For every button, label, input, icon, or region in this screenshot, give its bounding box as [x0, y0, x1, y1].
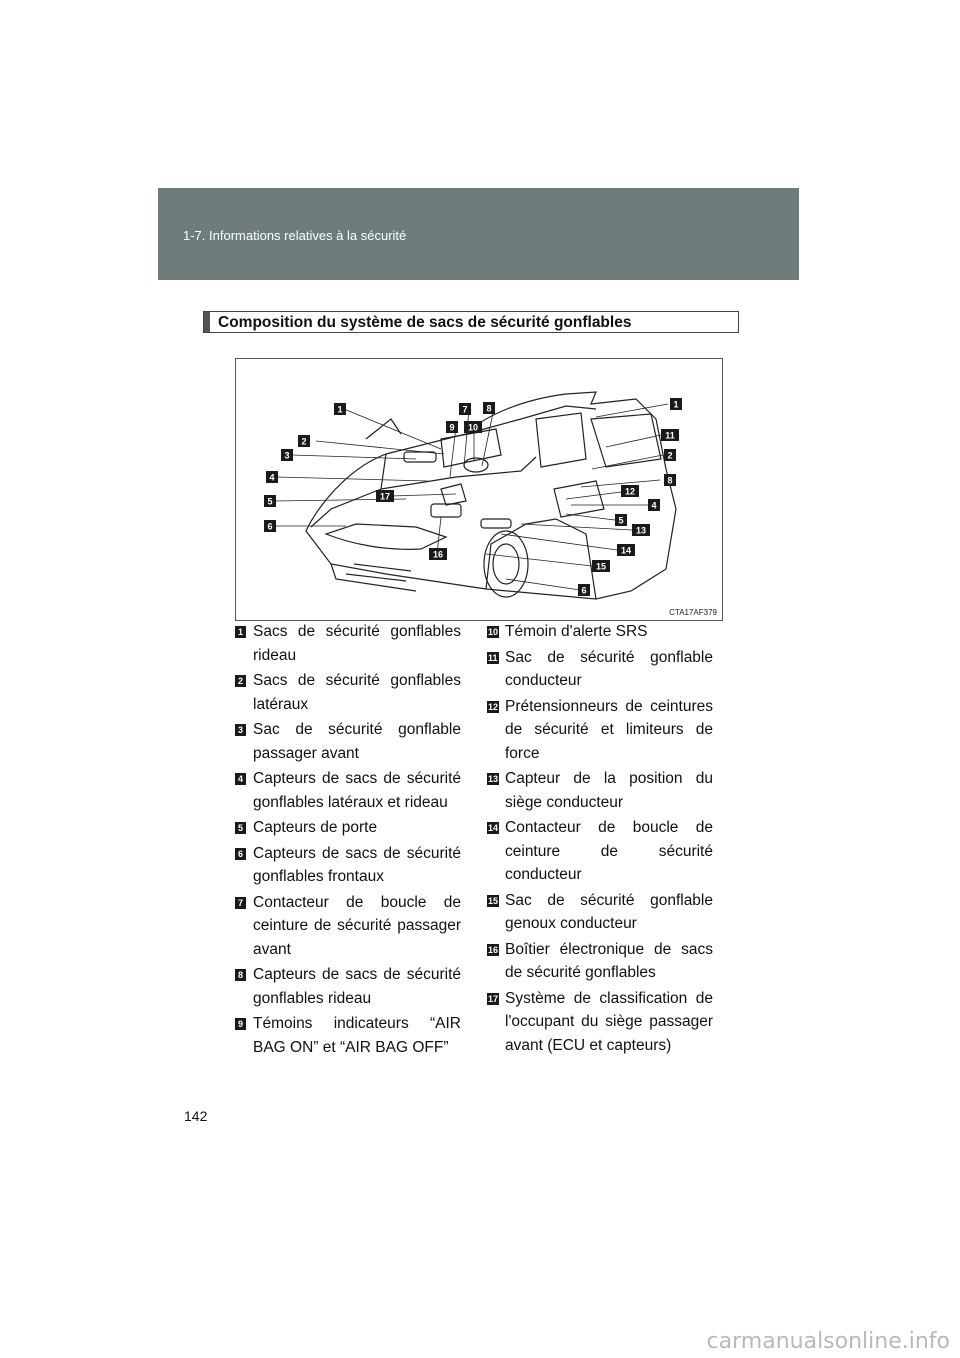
legend-item	[487, 695, 713, 766]
item-number-badge: 15	[488, 895, 499, 906]
callout-7	[459, 403, 471, 415]
item-number-badge: 8	[235, 969, 246, 981]
legend-item	[235, 842, 461, 889]
svg-text:5: 5	[618, 515, 624, 526]
legend-item	[235, 816, 461, 840]
callout-13	[632, 524, 650, 536]
svg-text:5: 5	[267, 496, 273, 507]
item-number-badge: 6	[235, 848, 246, 860]
item-text: Contacteur de boucle de ceinture de sécurité passager avant	[253, 893, 461, 958]
item-text: Boîtier électronique de sacs de sécurité gonflables	[505, 940, 713, 981]
watermark: carmanualsonline.info	[706, 1329, 950, 1354]
item-text: Prétensionneurs de ceintures de sécurité et limiteurs de force	[505, 697, 713, 762]
legend-item	[487, 889, 713, 936]
callout-8	[483, 402, 495, 414]
callout-9	[446, 421, 458, 433]
callout-1	[334, 403, 346, 415]
callout-4	[648, 499, 660, 511]
svg-text:2: 2	[667, 450, 673, 461]
item-text: Capteurs de sacs de sécurité gonflables latéraux et rideau	[253, 770, 461, 811]
item-text: Sac de sécurité gonflable conducteur	[505, 648, 713, 689]
callout-15	[592, 560, 610, 572]
svg-text:16: 16	[432, 549, 444, 560]
callout-5	[615, 514, 627, 526]
svg-text:15: 15	[595, 561, 607, 572]
callout-2	[298, 435, 310, 447]
callout-1	[670, 398, 682, 410]
item-text: Capteurs de porte	[253, 819, 378, 836]
item-number-badge: 13	[488, 774, 499, 784]
callout-markers	[264, 398, 682, 596]
svg-text:6: 6	[581, 585, 587, 596]
svg-text:11: 11	[665, 430, 675, 441]
item-number-badge: 3	[235, 724, 246, 736]
svg-text:17: 17	[379, 491, 391, 502]
callout-11	[661, 429, 679, 441]
item-text: Capteurs de sacs de sécurité gonflables rideau	[253, 966, 461, 1007]
svg-text:8: 8	[667, 475, 673, 486]
svg-text:7: 7	[462, 404, 468, 415]
item-number-badge: 16	[488, 944, 499, 955]
svg-text:14: 14	[620, 545, 632, 556]
svg-text:3: 3	[284, 450, 290, 461]
svg-text:6: 6	[267, 521, 273, 532]
item-text: Contacteur de boucle de ceinture de sécurité conducteur	[505, 819, 713, 883]
callout-10	[464, 421, 482, 433]
section-marker	[204, 312, 210, 332]
legend-item	[487, 987, 713, 1058]
item-number-badge: 12	[488, 701, 499, 712]
legend-item	[235, 718, 461, 765]
legend-item	[487, 938, 713, 985]
svg-text:2: 2	[301, 436, 307, 447]
item-number-badge: 14	[488, 823, 499, 833]
item-text: Sac de sécurité gonflable passager avant	[253, 721, 461, 762]
item-text: Système de classification de l'occupant du siège passager avant (ECU et capteurs)	[505, 989, 713, 1054]
item-number-badge: 1	[235, 626, 246, 638]
legend-item	[235, 1012, 461, 1059]
item-number-badge: 2	[235, 675, 246, 687]
callout-17	[376, 490, 394, 502]
svg-text:9: 9	[449, 422, 455, 433]
callout-4	[266, 471, 278, 483]
item-number-badge: 7	[235, 897, 246, 909]
svg-text:8: 8	[486, 403, 492, 414]
item-text: Capteurs de sacs de sécurité gonflables frontaux	[253, 844, 461, 885]
item-text: Sacs de sécurité gonflables rideau	[253, 623, 461, 664]
svg-text:12: 12	[624, 486, 636, 497]
item-number-badge: 5	[235, 822, 246, 834]
section-heading: 1-7. Informations relatives à la sécurité	[183, 228, 407, 243]
svg-text:4: 4	[651, 500, 657, 511]
item-text: Témoin d'alerte SRS	[505, 623, 648, 640]
svg-text:4: 4	[269, 472, 275, 483]
item-text: Sacs de sécurité gonflables latéraux	[253, 672, 461, 713]
legend-item	[235, 767, 461, 814]
airbag-diagram	[235, 358, 723, 621]
page-number: 142	[184, 1108, 208, 1124]
item-number-badge: 11	[488, 652, 498, 663]
callout-8	[664, 474, 676, 486]
legend-item	[235, 891, 461, 962]
callout-6	[264, 520, 276, 532]
legend-item	[487, 816, 713, 887]
section-title: Composition du système de sacs de sécurité gonflables	[218, 314, 632, 331]
legend-item	[235, 963, 461, 1010]
item-text: Témoins indicateurs “AIR BAG ON” et “AIR BAG OFF”	[253, 1015, 461, 1056]
callout-14	[617, 544, 635, 556]
item-number-badge: 9	[235, 1018, 246, 1030]
legend-item	[235, 669, 461, 716]
item-number-badge: 17	[488, 993, 499, 1004]
callout-3	[281, 449, 293, 461]
svg-text:1: 1	[337, 404, 343, 415]
svg-text:10: 10	[467, 422, 479, 433]
svg-text:13: 13	[635, 525, 647, 536]
legend-item	[487, 620, 713, 644]
item-number-badge: 4	[235, 773, 246, 785]
svg-text:1: 1	[673, 399, 679, 410]
callout-16	[429, 548, 447, 560]
legend-column-right	[487, 620, 713, 1059]
legend-column-left	[235, 620, 461, 1061]
legend-item	[487, 646, 713, 693]
legend-item	[235, 620, 461, 667]
item-text: Sac de sécurité gonflable genoux conducteur	[505, 891, 713, 932]
callout-12	[621, 485, 639, 497]
section-title-box	[203, 311, 739, 333]
item-number-badge: 10	[488, 627, 499, 637]
callout-5	[264, 495, 276, 507]
legend-item	[487, 767, 713, 814]
vehicle-illustration	[236, 359, 722, 620]
callout-6	[578, 584, 590, 596]
item-text: Capteur de la position du siège conducteur	[505, 770, 713, 811]
callout-2	[664, 449, 676, 461]
figure-code: CTA17AF379	[669, 608, 717, 617]
